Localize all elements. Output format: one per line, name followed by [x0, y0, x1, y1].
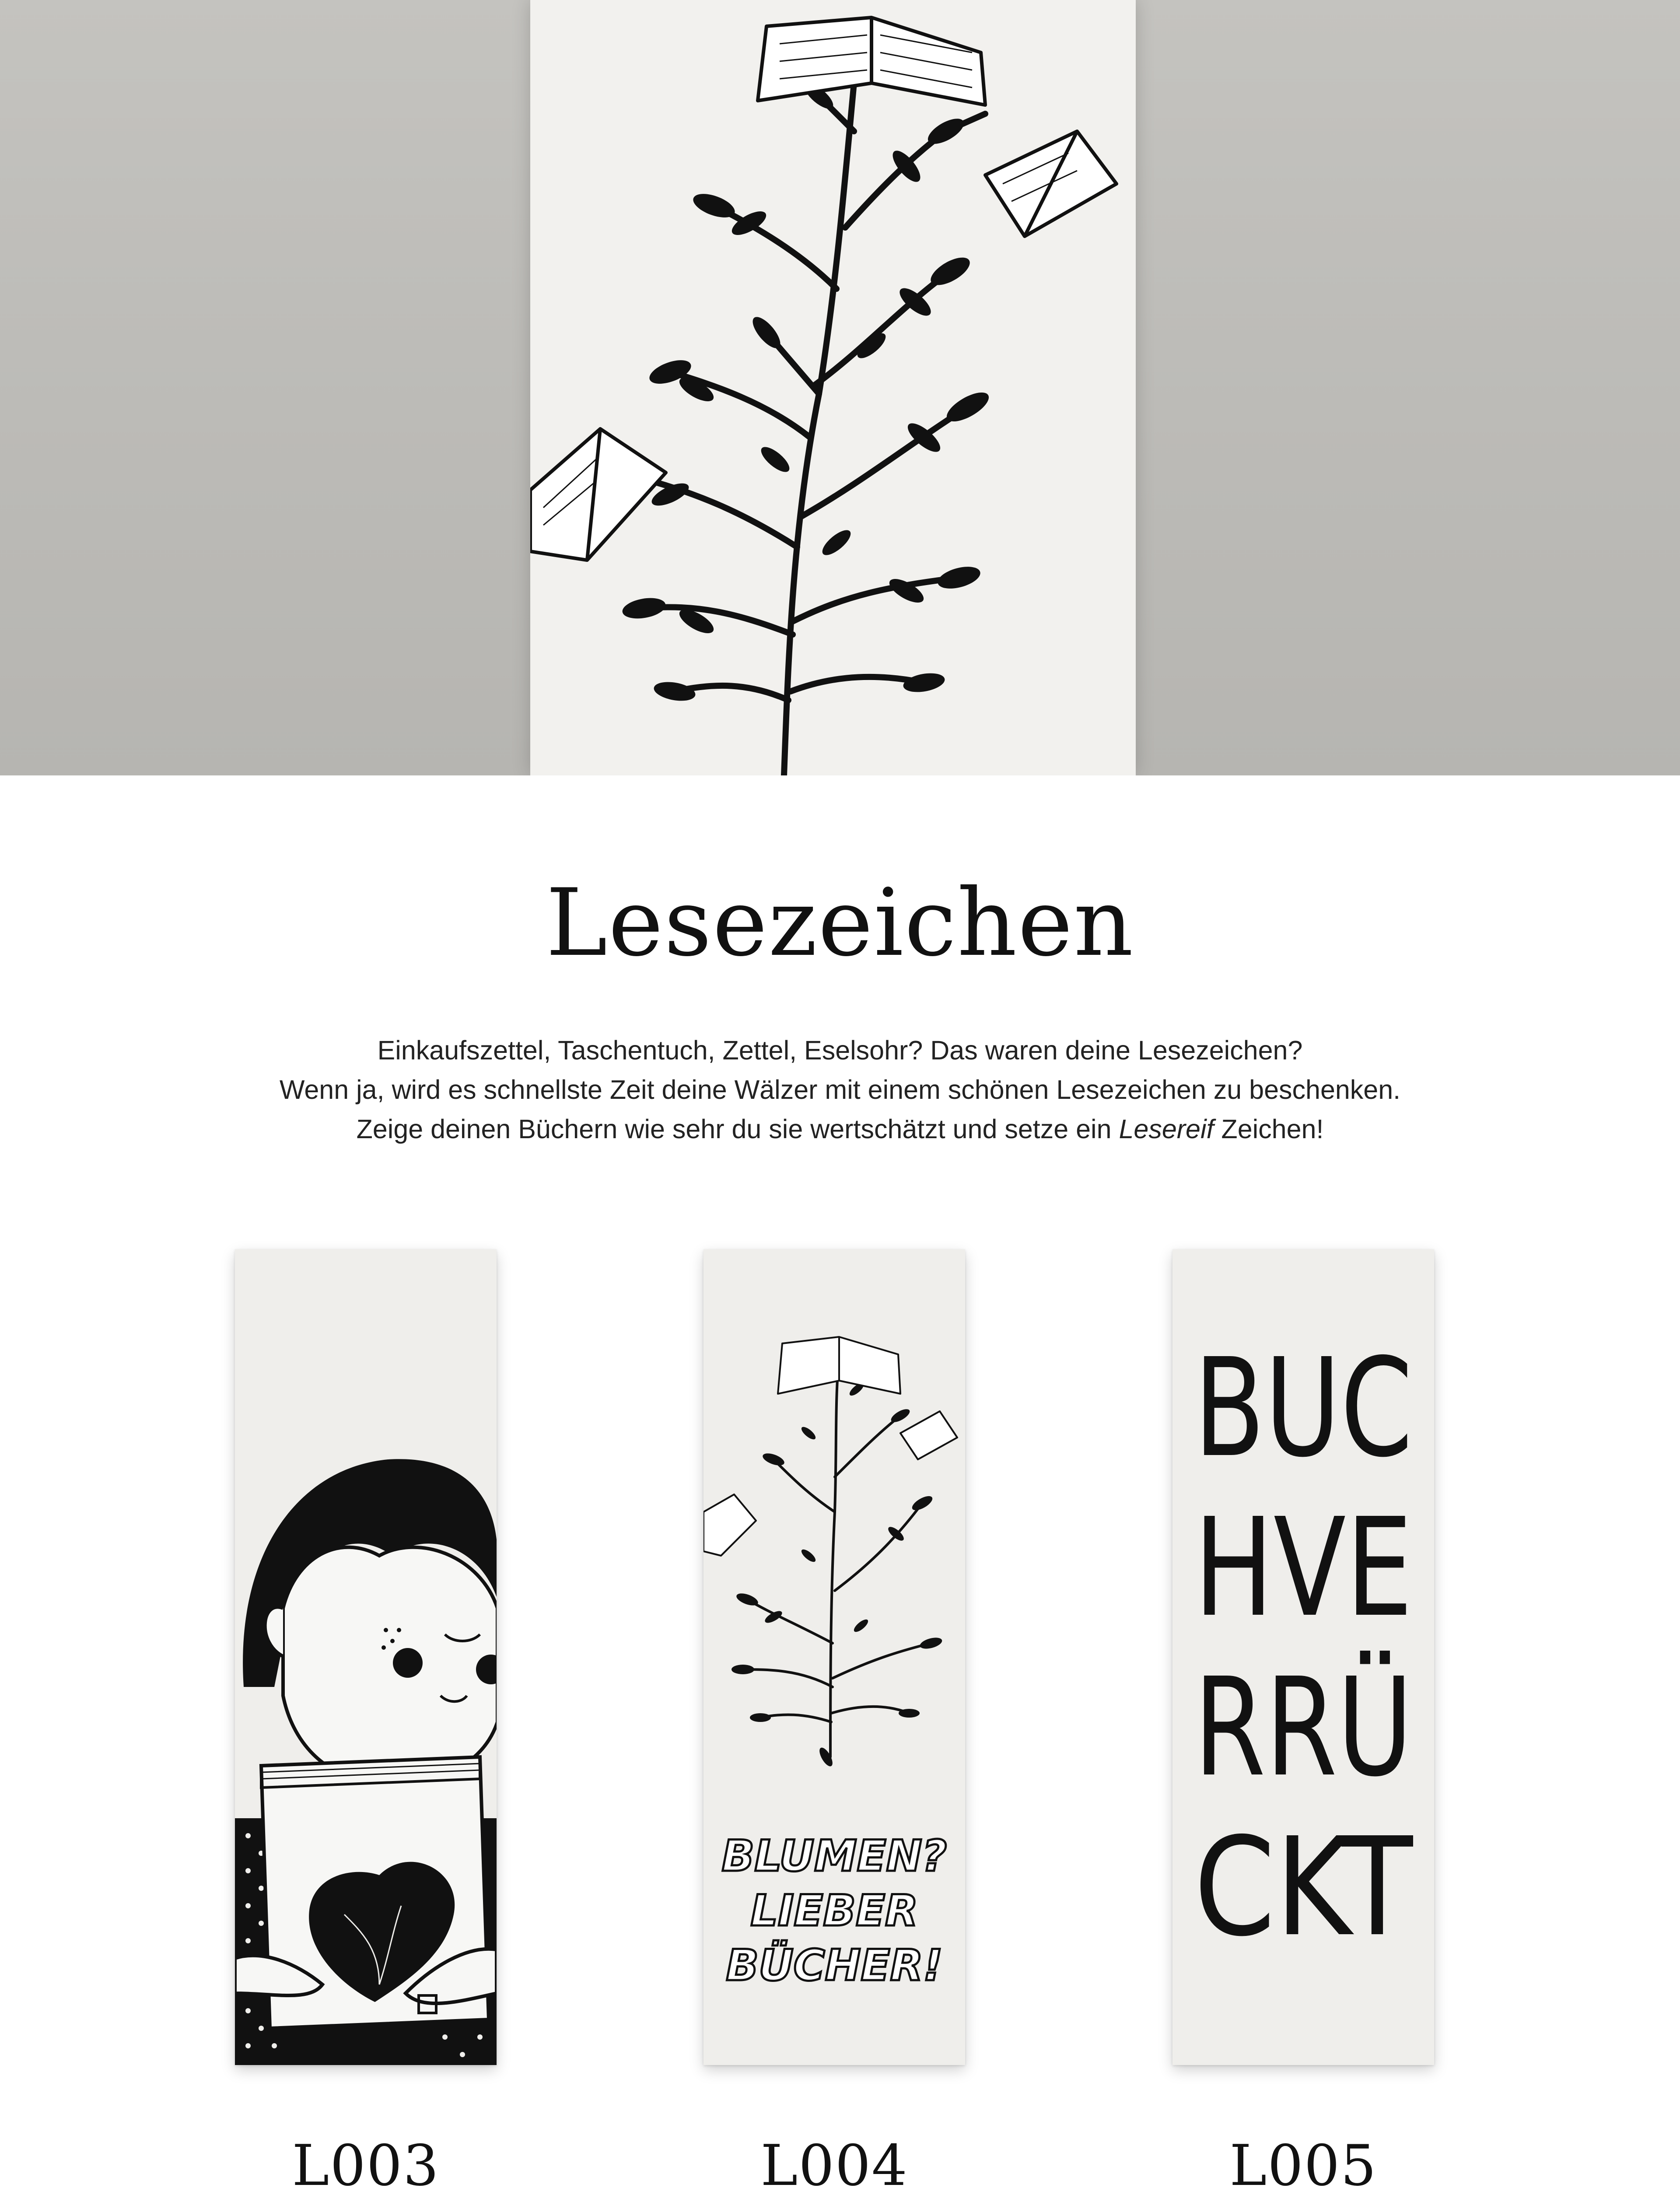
product-code: L004 [760, 2133, 908, 2188]
lettering-line: RRÜ [1194, 1649, 1413, 1807]
product-label-l004[interactable] [704, 2135, 965, 2188]
lettering-line: CKT [1194, 1809, 1414, 1967]
bookmark-l003[interactable] [235, 1249, 497, 2065]
intro-text [0, 1031, 1680, 1149]
book-plant-illustration [530, 0, 1136, 775]
intro-line-text: Zeige deinen Büchern wie sehr du sie wertschätzt und setze ein [356, 1114, 1119, 1144]
brand-emphasis: Lesereif [1119, 1114, 1214, 1144]
intro-line [0, 1109, 1680, 1149]
bookmark-l004[interactable] [704, 1249, 965, 2065]
product-label-l003[interactable] [235, 2135, 497, 2188]
product-label-l005[interactable] [1172, 2135, 1434, 2188]
hero-photo [0, 0, 1680, 775]
hero-bookmark-closeup [530, 0, 1136, 775]
card-slogan [722, 1831, 947, 1991]
page-title: Lesezeichen [546, 869, 1134, 977]
typographic-illustration [1172, 1249, 1434, 2065]
card-lettering [1194, 1329, 1414, 1967]
slogan-line: BLUMEN? [721, 1831, 947, 1881]
slogan-line: BÜCHER! [726, 1941, 943, 1991]
slogan-line: LIEBER [750, 1886, 918, 1936]
product-code: L005 [1229, 2133, 1377, 2188]
girl-with-heart-book-illustration [235, 1249, 497, 2065]
intro-line-text: Zeichen! [1214, 1114, 1324, 1144]
bookmark-l005[interactable] [1172, 1249, 1434, 2065]
product-code: L003 [292, 2133, 440, 2188]
book-plant-illustration [704, 1249, 965, 2065]
intro-line: Wenn ja, wird es schnellste Zeit deine Wälzer mit einem schönen Lesezeichen zu beschenken. [279, 1075, 1401, 1105]
lettering-line: BUC [1194, 1329, 1413, 1487]
intro-line: Einkaufszettel, Taschentuch, Zettel, Eselsohr? Das waren deine Lesezeichen? [377, 1035, 1303, 1065]
lettering-line: HVE [1194, 1489, 1413, 1647]
